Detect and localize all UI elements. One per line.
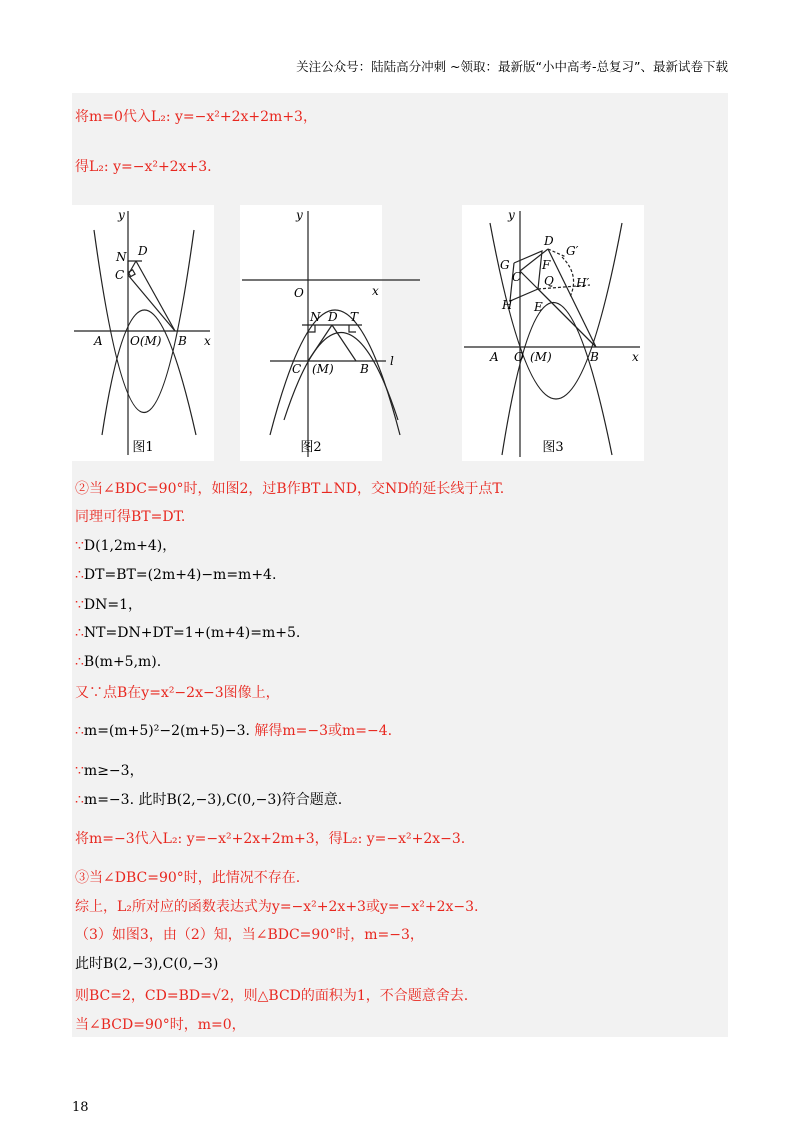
point-label: B (178, 334, 187, 348)
point-label: H (502, 298, 513, 312)
y-axis-label: y (508, 208, 515, 222)
text-line (75, 868, 300, 888)
text-line (75, 652, 161, 672)
text-line (75, 107, 317, 127)
text-segment: ∵ (75, 538, 84, 554)
text-segment: （3）如图3，由（2）知，当∠BDC=90°时，m=−3， (75, 927, 424, 943)
text-segment: 综上，L₂所对应的函数表达式为y=−x²+2x+3或y=−x²+2x−3. (75, 899, 479, 915)
text-segment: ∵ (75, 597, 84, 613)
point-label: F (542, 258, 551, 272)
x-axis-label: x (632, 350, 639, 364)
point-label: D (544, 234, 554, 248)
text-segment: DN=1， (83, 597, 143, 613)
point-label: C (292, 362, 302, 376)
text-segment: 当∠BCD=90°时，m=0， (75, 1017, 246, 1033)
figure-caption: 图1 (132, 440, 154, 455)
text-line (75, 565, 276, 585)
text-line (75, 536, 176, 556)
text-segment: ∴ (75, 654, 84, 670)
text-segment: 则BC=2，CD=BD=√2，则△BCD的面积为1，不合题意舍去. (75, 988, 469, 1004)
text-segment: 解得m=−3或m=−4. (254, 723, 393, 739)
point-label: A (490, 350, 499, 364)
figure-2 (240, 205, 394, 461)
text-segment: B(m+5,m). (83, 654, 162, 670)
point-label: B (590, 350, 599, 364)
text-segment: m=−3. 此时B(2,−3),C(0,−3)符合题意. (83, 792, 343, 808)
text-line (75, 954, 218, 974)
text-line (75, 507, 185, 527)
text-line (75, 925, 424, 945)
text-line (75, 595, 142, 615)
text-line (75, 761, 144, 781)
x-axis-label: x (372, 284, 379, 298)
figure-2-diagram (240, 205, 394, 461)
text-line (75, 790, 342, 810)
point-label: G′ (566, 244, 579, 258)
point-label: D (328, 310, 338, 324)
point-label: N (310, 310, 321, 324)
text-segment: ∵ (75, 763, 84, 779)
y-axis-label: y (118, 208, 125, 222)
page-header: 关注公众号：陆陆高分冲刺 ~领取：最新版“小中高考-总复习”、最新试卷下载 (296, 59, 728, 74)
text-line (75, 479, 504, 499)
point-label: D (138, 244, 148, 258)
figure-caption: 图2 (300, 440, 322, 455)
point-label: C (512, 270, 522, 284)
text-segment: D(1,2m+4)， (83, 538, 177, 554)
text-segment: m≥−3， (83, 763, 144, 779)
figure-caption: 图3 (542, 440, 564, 455)
point-label: H′ (576, 276, 590, 290)
point-label: E (534, 300, 543, 314)
text-segment: 此时B(2,−3),C(0,−3) (75, 956, 219, 972)
figure-3 (462, 205, 644, 461)
text-line (75, 623, 300, 643)
text-line (75, 1015, 246, 1035)
point-label: O (514, 350, 524, 364)
point-label: B (360, 362, 369, 376)
text-segment: ∴ (75, 723, 84, 739)
point-label: O(M) (130, 334, 162, 348)
text-segment: ③当∠DBC=90°时，此情况不存在. (75, 870, 301, 886)
text-segment: NT=DN+DT=1+(m+4)=m+5. (83, 625, 301, 641)
text-line (75, 683, 280, 703)
point-label: T (350, 310, 359, 324)
text-line (75, 986, 468, 1006)
point-label: G (500, 258, 510, 272)
text-segment: ②当∠BDC=90°时，如图2，过B作BT⊥ND，交ND的延长线于点T. (75, 481, 505, 497)
point-label: (M) (312, 362, 334, 376)
text-segment: 同理可得BT=DT. (75, 509, 186, 525)
text-segment: DT=BT=(2m+4)−m=m+4. (83, 567, 277, 583)
text-segment: 将m=−3代入L₂: y=−x²+2x+2m+3，得L₂: y=−x²+2x−3. (75, 831, 466, 847)
text-segment: m=(m+5)²−2(m+5)−3. (83, 723, 255, 739)
figure-1 (72, 205, 214, 461)
text-segment: ∴ (75, 625, 84, 641)
point-label: A (94, 334, 103, 348)
text-line (75, 721, 392, 741)
text-segment: 又∵点B在y=x²−2x−3图像上， (75, 685, 280, 701)
point-label: C (115, 268, 125, 282)
solution-content (72, 93, 728, 1037)
point-label: N (116, 250, 127, 264)
figure-1-diagram (72, 205, 214, 461)
text-segment: ∴ (75, 792, 84, 808)
figure-3-diagram (462, 205, 644, 461)
text-line (75, 897, 478, 917)
point-label: O (294, 286, 304, 300)
line-label: l (390, 354, 394, 368)
text-segment: 得L₂: y=−x²+2x+3. (75, 159, 212, 175)
y-axis-label: y (296, 208, 303, 222)
text-line (75, 829, 465, 849)
text-segment: 将m=0代入L₂: y=−x²+2x+2m+3， (75, 109, 317, 125)
point-label: (M) (530, 350, 552, 364)
page-number: 18 (72, 1100, 89, 1115)
text-segment: ∴ (75, 567, 84, 583)
point-label: Q (544, 274, 554, 288)
x-axis-label: x (204, 334, 211, 348)
text-line (75, 157, 212, 177)
